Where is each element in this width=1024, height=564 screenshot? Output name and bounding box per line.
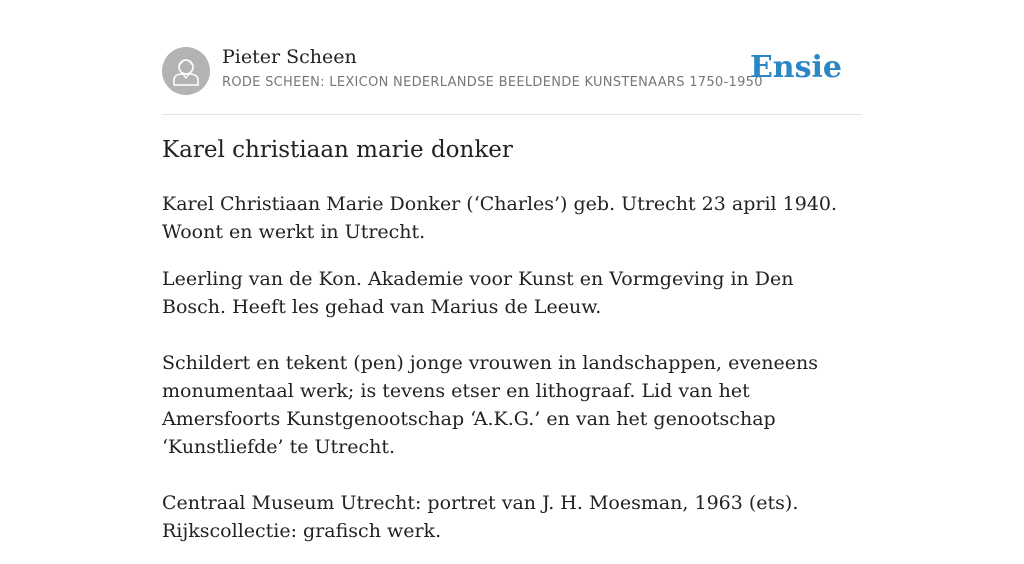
article-title: Karel christiaan marie donker (162, 137, 513, 163)
source-title[interactable]: RODE SCHEEN: LEXICON NEDERLANDSE BEELDENDE KUNSTENAARS 1750-1950 (222, 75, 763, 90)
article-body (162, 190, 862, 564)
author-name[interactable]: Pieter Scheen (222, 46, 357, 68)
user-icon (162, 47, 210, 95)
article-paragraph: Leerling van de Kon. Akademie voor Kunst en Vormgeving in Den Bosch. Heeft les gehad van Marius de Leeuw. (162, 268, 794, 318)
author-header (162, 44, 862, 115)
article-paragraph: Karel Christiaan Marie Donker (‘Charles’) geb. Utrecht 23 april 1940. Woont en werkt in Utrecht. (162, 193, 838, 243)
author-avatar[interactable] (162, 47, 210, 95)
article-paragraph: Centraal Museum Utrecht: portret van J. H. Moesman, 1963 (ets). Rijkscollectie: grafisch werk. (162, 492, 799, 542)
article-paragraph: Schildert en tekent (pen) jonge vrouwen in landschappen, eveneens monumentaal werk; is tevens etser en lithograaf. Lid van het Amersfoorts Kunstgenootschap ‘A.K.G.’ en van het genootschap ‘Kunstliefde’ te Utrecht. (162, 352, 819, 458)
ensie-logo[interactable]: Ensie (749, 50, 842, 85)
